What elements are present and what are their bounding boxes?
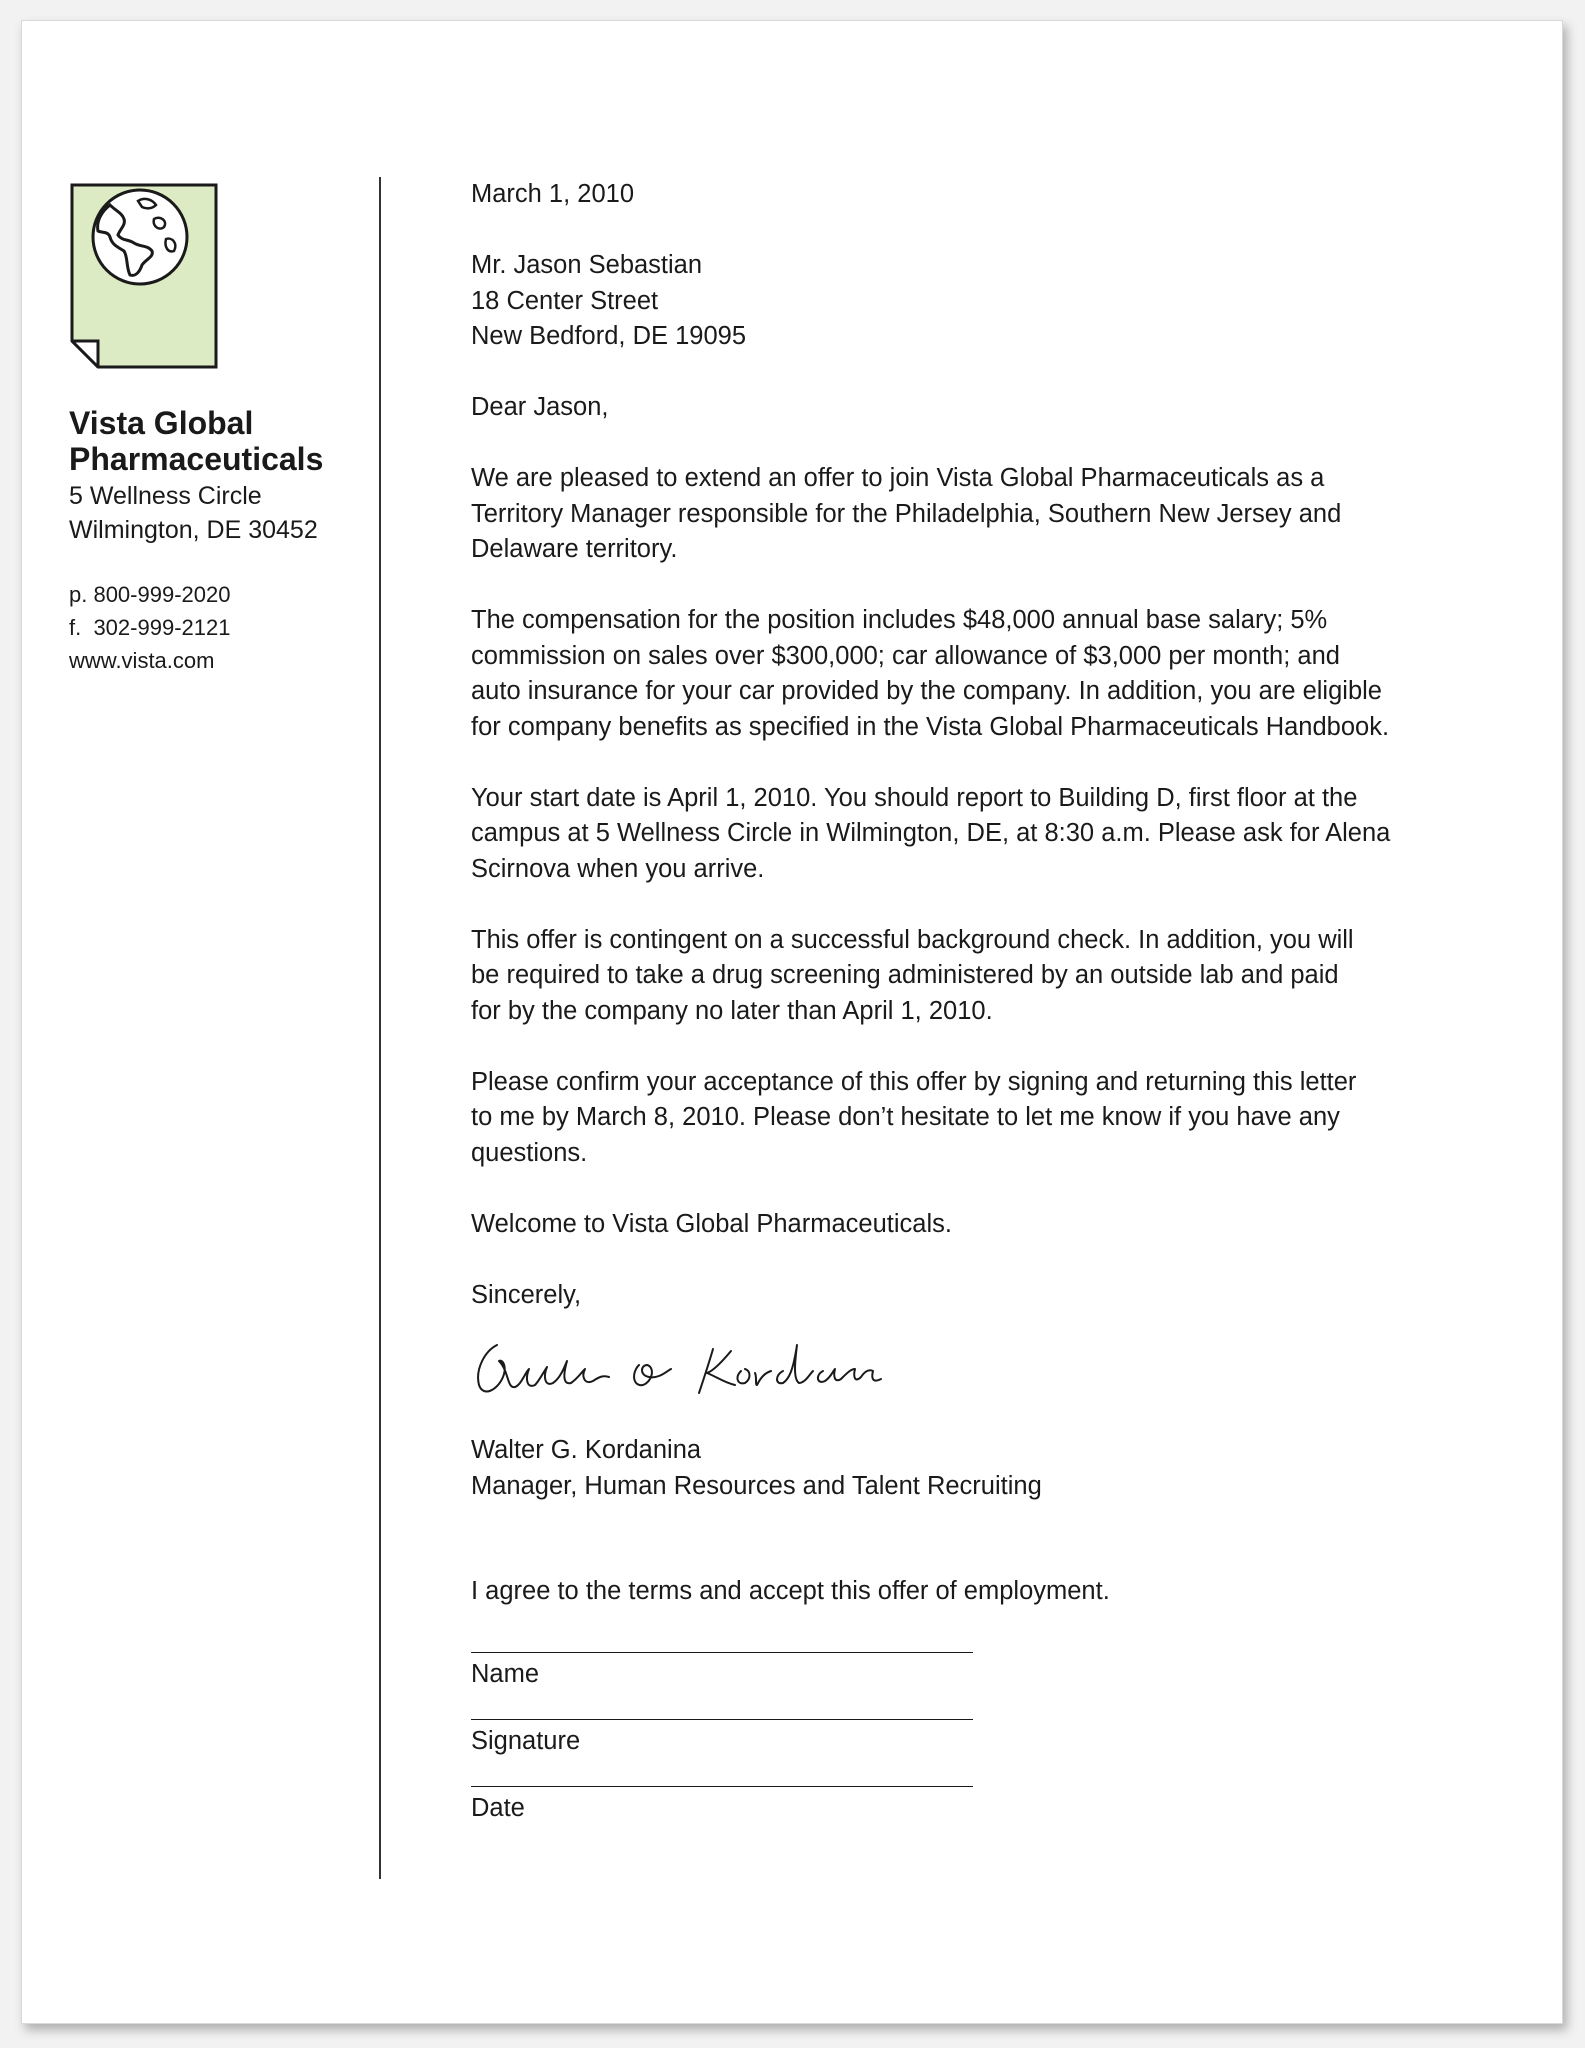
paragraph-welcome — [471, 1207, 1431, 1243]
date-field-label: Date — [471, 1793, 525, 1822]
paragraph-contingency — [471, 923, 1431, 1030]
paragraph-confirm — [471, 1065, 1431, 1172]
company-contact — [69, 578, 389, 677]
vertical-divider — [379, 177, 381, 1879]
paragraph-start-date — [471, 781, 1431, 888]
globe-page-icon — [68, 181, 240, 373]
paragraph-line: questions. — [471, 1138, 588, 1167]
date-field[interactable] — [471, 1786, 973, 1853]
signature-field-label: Signature — [471, 1726, 581, 1755]
company-phone: p. 800-999-2020 — [69, 582, 231, 607]
recipient-address — [471, 248, 1431, 355]
paragraph-line: be required to take a drug screening administered by an outside lab and paid — [471, 961, 1339, 989]
company-name-line: Pharmaceuticals — [69, 441, 324, 477]
paragraph-line: for by the company no later than April 1, 2010. — [471, 996, 993, 1025]
paragraph-line: Territory Manager responsible for the Philadelphia, Southern New Jersey and — [471, 499, 1342, 528]
closing: Sincerely, — [471, 1280, 582, 1309]
letter-body — [471, 177, 1431, 1853]
paragraph-line: Delaware territory. — [471, 535, 678, 563]
company-name-line: Vista Global — [69, 405, 254, 441]
paragraph-line: auto insurance for your car provided by the company. In addition, you are eligible — [471, 677, 1382, 705]
paragraph-compensation — [471, 603, 1431, 745]
paragraph-line: commission on sales over $300,000; car allowance of $3,000 per month; and — [471, 641, 1340, 670]
signature-field[interactable] — [471, 1719, 973, 1786]
recipient-line: 18 Center Street — [471, 286, 659, 315]
paragraph-line: to me by March 8, 2010. Please don’t hesitate to let me know if you have any — [471, 1103, 1340, 1131]
paragraph-line: Welcome to Vista Global Pharmaceuticals. — [471, 1209, 952, 1238]
acceptance-fields — [471, 1652, 1431, 1853]
signer-title: Manager, Human Resources and Talent Recruiting — [471, 1471, 1042, 1500]
paragraph-line: for company benefits as specified in the Vista Global Pharmaceuticals Handbook. — [471, 712, 1390, 741]
company-address-line: Wilmington, DE 30452 — [69, 516, 318, 544]
paragraph-line: This offer is contingent on a successful background check. In addition, you will — [471, 925, 1354, 954]
company-website: www.vista.com — [69, 648, 215, 673]
signer-block — [471, 1433, 1431, 1504]
paragraph-line: Please confirm your acceptance of this offer by signing and returning this letter — [471, 1067, 1357, 1096]
recipient-line: Mr. Jason Sebastian — [471, 251, 703, 279]
handwritten-signature — [463, 1321, 903, 1407]
company-address-line: 5 Wellness Circle — [69, 482, 262, 510]
company-name — [69, 405, 369, 477]
company-fax: f. 302-999-2121 — [69, 615, 231, 640]
paragraph-line: We are pleased to extend an offer to join Vista Global Pharmaceuticals as a — [471, 464, 1325, 492]
signer-name: Walter G. Kordanina — [471, 1436, 702, 1464]
paragraph-line: Scirnova when you arrive. — [471, 854, 765, 883]
name-field[interactable] — [471, 1652, 973, 1719]
paragraph-line: Your start date is April 1, 2010. You should report to Building D, first floor at the — [471, 783, 1358, 812]
recipient-line: New Bedford, DE 19095 — [471, 322, 746, 350]
letter-date: March 1, 2010 — [471, 180, 635, 208]
salutation: Dear Jason, — [471, 393, 609, 421]
paragraph-line: The compensation for the position includes $48,000 annual base salary; 5% — [471, 606, 1328, 634]
company-address — [69, 479, 389, 547]
letter-page — [21, 20, 1563, 2024]
acceptance-statement: I agree to the terms and accept this offer of employment. — [471, 1577, 1110, 1605]
name-field-label: Name — [471, 1659, 540, 1688]
paragraph-line: campus at 5 Wellness Circle in Wilmington, DE, at 8:30 a.m. Please ask for Alena — [471, 819, 1391, 847]
paragraph-offer — [471, 461, 1431, 568]
